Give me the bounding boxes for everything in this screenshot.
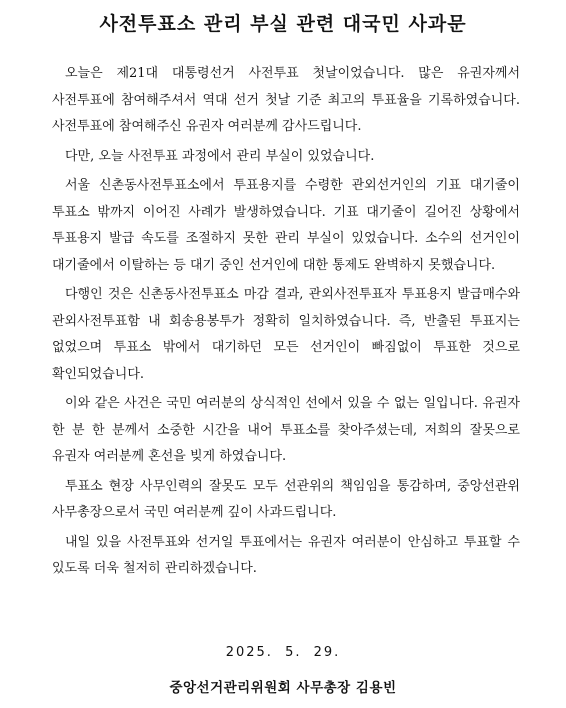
paragraph-5: 이와 같은 사건은 국민 여러분의 상식적인 선에서 있을 수 없는 일입니다. 유권자 한 분 한 분께서 소중한 시간을 내어 투표소를 찾아주셨는데, 저희의 잘못으로 유권자 여러분께 혼선을 빚게 하였습니다. bbox=[52, 396, 520, 464]
paragraph-6: 투표소 현장 사무인력의 잘못도 모두 선관위의 책임임을 통감하며, 중앙선관위 사무총장으로서 국민 여러분께 깊이 사과드립니다. bbox=[52, 478, 520, 520]
document-body bbox=[52, 61, 520, 586]
paragraph-7: 내일 있을 사전투표와 선거일 투표에서는 유권자 여러분이 안심하고 투표할 수 있도록 더욱 철저히 관리하겠습니다. bbox=[52, 534, 520, 576]
document-date: 2025. 5. 29. bbox=[225, 645, 341, 660]
paragraph-2: 다만, 오늘 사전투표 과정에서 관리 부실이 있었습니다. bbox=[65, 148, 375, 164]
paragraph-3: 서울 신촌동사전투표소에서 투표용지를 수령한 관외선거인의 기표 대기줄이 투표소 밖까지 이어진 사례가 발생하였습니다. 기표 대기줄이 길어진 상황에서 투표용지 발급 속도를 조절하지 못한 관리 부실이 있었습니다. 소수의 선거인이 대기줄에서 이탈하는 등 대기 중인 선거인에 대한 통제도 완벽하지 못했습니다. bbox=[52, 178, 520, 273]
paragraph-1: 오늘은 제21대 대통령선거 사전투표 첫날이었습니다. 많은 유권자께서 사전투표에 참여해주셔서 역대 선거 첫날 기준 최고의 투표율을 기록하였습니다. 사전투표에 참여해주신 유권자 여러분께 감사드립니다. bbox=[52, 66, 520, 134]
document-title: 사전투표소 관리 부실 관련 대국민 사과문 bbox=[99, 13, 467, 35]
document-signature: 중앙선거관리위원회 사무총장 김용빈 bbox=[169, 680, 397, 696]
paragraph-4: 다행인 것은 신촌동사전투표소 마감 결과, 관외사전투표자 투표용지 발급매수와 관외사전투표함 내 회송용봉투가 정확히 일치하였습니다. 즉, 반출된 투표지는 없었으며 투표소 밖에서 대기하던 모든 선거인이 빠짐없이 투표한 것으로 확인되었습니다. bbox=[52, 287, 520, 382]
